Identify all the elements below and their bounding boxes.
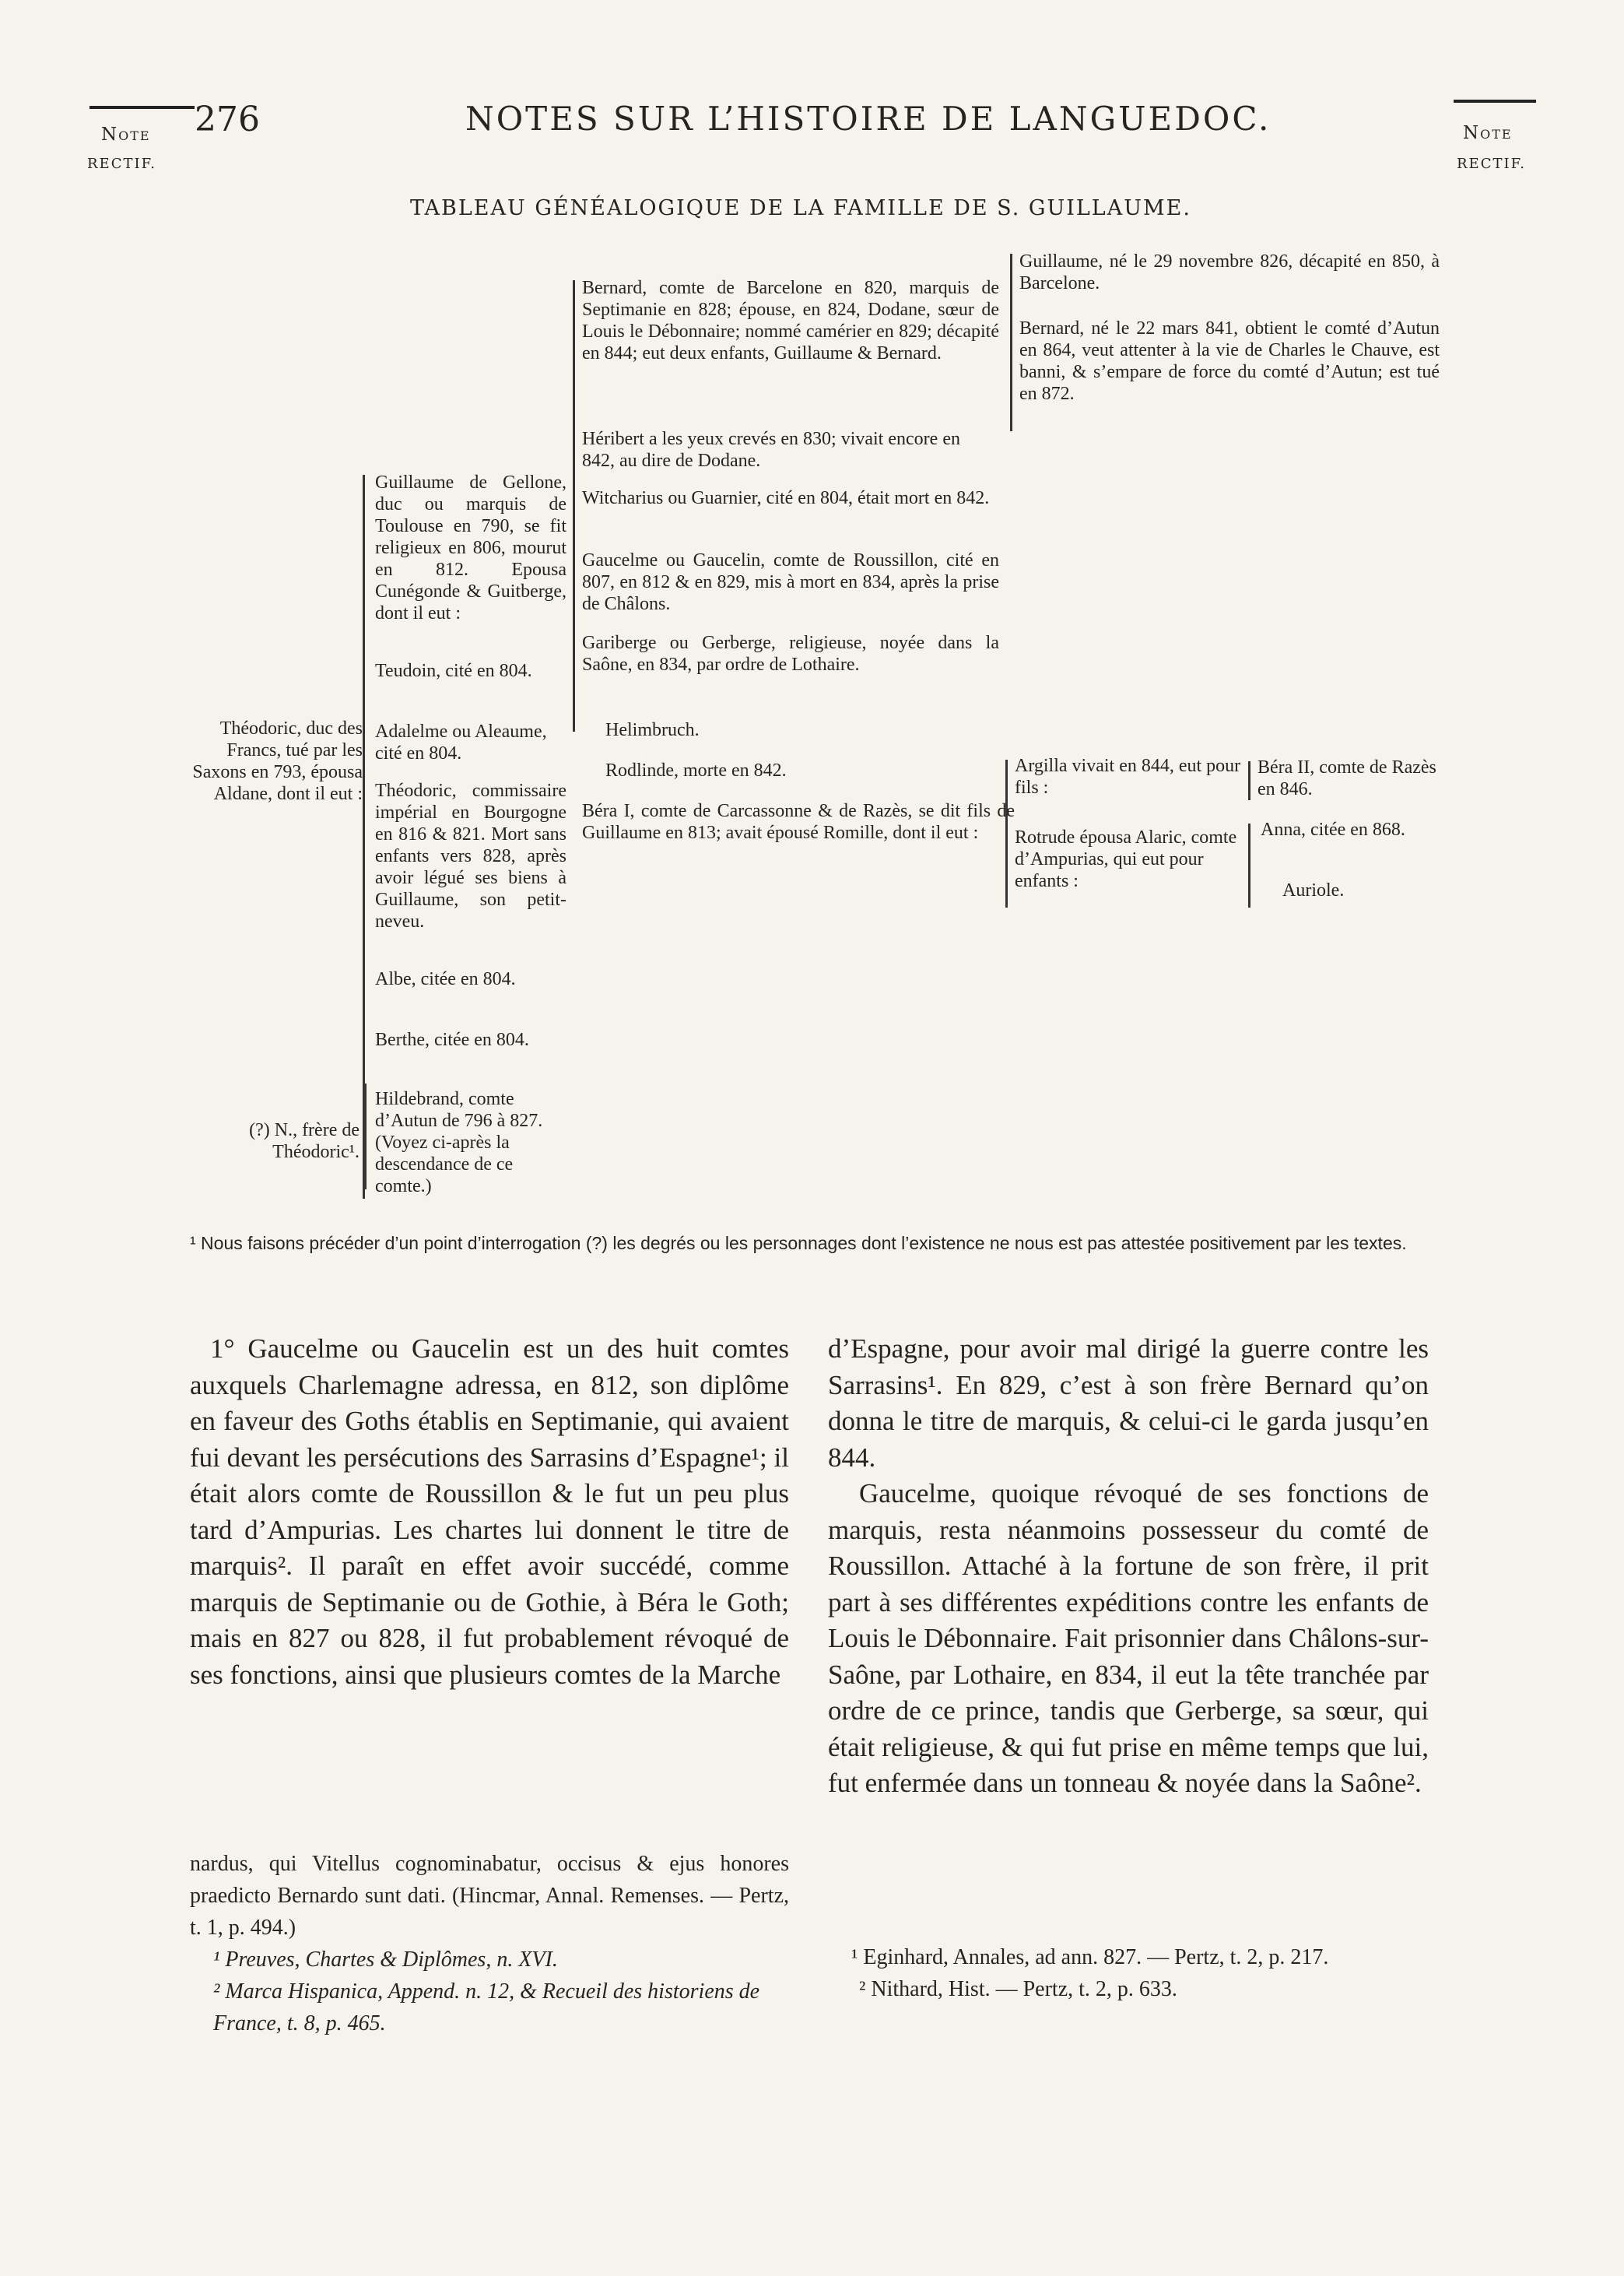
right-rectif-label: RECTIF. [1457, 156, 1526, 172]
footnote-continuation: nardus, qui Vitellus cognominabatur, occisus & ejus honores praedicto Bernardo sunt dati. (Hincmar, Annal. Remenses. — Pertz, t. 1, p. 494.) [190, 1852, 789, 1940]
left-note-rule [89, 106, 195, 109]
entry-bernard-841: Bernard, né le 22 mars 841, obtient le comté d’Autun en 864, veut attenter à la vie de Charles le Chauve, est banni, & s’empare de force du comté d’Autun; est tué en 872. [1019, 318, 1440, 404]
entry-bera2: Béra II, comte de Razès en 846. [1257, 757, 1436, 799]
footnote-1: ¹ Preuves, Chartes & Diplômes, n. XVI. [213, 1948, 558, 1972]
entry-theodoric-missaire: Théodoric, commissaire impérial en Bourgogne en 816 & 821. Mort sans enfants vers 828, après avoir légué ses biens à Guillaume, son petit-neveu. [375, 781, 566, 932]
table-footnote: ¹ Nous faisons précéder d’un point d’interrogation (?) les degrés ou les personnages dont l’existence ne nous est pas attestée positivement par les textes. [190, 1233, 1407, 1253]
entry-heribert: Héribert a les yeux crevés en 830; vivait encore en 842, au dire de Dodane. [582, 429, 960, 471]
entry-witcharius: Witcharius ou Guarnier, cité en 804, était mort en 842. [582, 488, 990, 508]
bracket-bera1-children [1005, 760, 1008, 908]
page-title: NOTES SUR L’HISTOIRE DE LANGUEDOC. [465, 100, 1271, 138]
bracket-sons-of-guillaume [573, 280, 575, 732]
entry-theodoric-duc: Théodoric, duc des Francs, tué par les Saxons en 793, épousa Aldane, dont il eut : [192, 718, 363, 804]
entry-helimbruch: Helimbruch. [605, 720, 700, 740]
entry-rodlinde: Rodlinde, morte en 842. [605, 760, 787, 781]
footnote-2: ² Marca Hispanica, Append. n. 12, & Recueil des historiens de France, t. 8, p. 465. [213, 1979, 760, 2035]
footnotes-right [828, 1941, 1429, 2005]
body-column-right [828, 1331, 1429, 1802]
entry-albe: Albe, citée en 804. [375, 969, 516, 989]
entry-hildebrand: Hildebrand, comte d’Autun de 796 à 827. (Voyez ci-après la descendance de ce comte.) [375, 1089, 543, 1196]
entry-rotrude: Rotrude épousa Alaric, comte d’Ampurias, qui eut pour enfants : [1015, 827, 1237, 891]
entry-teudoin: Teudoin, cité en 804. [375, 661, 532, 681]
entry-argilla: Argilla vivait en 844, eut pour fils : [1015, 756, 1241, 798]
entry-anna: Anna, citée en 868. [1261, 820, 1405, 840]
left-note-label: Note [101, 125, 151, 145]
entry-adalelme: Adalelme ou Aleaume, cité en 804. [375, 722, 547, 764]
body-paragraph: 1° Gaucelme ou Gaucelin est un des huit comtes auxquels Charlemagne adressa, en 812, son diplôme en faveur des Goths établis en Septimanie, qui avaient fui devant les persécutions des Sarrasins d’Espagne¹; il était alors comte de Roussillon & le fut un peu plus tard d’Ampurias. Les chartes lui donnent le titre de marquis². Il paraît en effet avoir succédé, comme marquis de Septimanie ou de Gothie, à Béra le Goth; mais en 827 ou 828, il fut probablement révoqué de ses fonctions, ainsi que plusieurs comtes de la Marche [190, 1333, 789, 1690]
bracket-argilla-son [1248, 761, 1250, 800]
right-note-rule [1454, 100, 1536, 103]
entry-n-frere: (?) N., frère de Théodoric¹. [249, 1120, 360, 1162]
bracket-rotrude-children [1248, 824, 1250, 908]
body-column-left [190, 1331, 789, 1693]
page-number: 276 [195, 100, 260, 139]
entry-gaucelme: Gaucelme ou Gaucelin, comte de Roussillon, cité en 807, en 812 & en 829, mis à mort en 834, après la prise de Châlons. [582, 550, 999, 614]
entry-berthe: Berthe, citée en 804. [375, 1030, 529, 1050]
table-title: TABLEAU GÉNÉALOGIQUE DE LA FAMILLE DE S. GUILLAUME. [410, 196, 1191, 220]
body-paragraph: d’Espagne, pour avoir mal dirigé la guerre contre les Sarrasins¹. En 829, c’est à son frère Bernard qu’on donna le titre de marquis, & celui-ci le garda jusqu’en 844. [828, 1333, 1429, 1473]
entry-bernard: Bernard, comte de Barcelone en 820, marquis de Septimanie en 828; épouse, en 824, Dodane, sœur de Louis le Débonnaire; nommé camérier en 829; décapité en 844; eut deux enfants, Guillaume & Bernard. [582, 278, 999, 364]
entry-gariberge: Gariberge ou Gerberge, religieuse, noyée dans la Saône, en 834, par ordre de Lothaire. [582, 633, 999, 675]
entry-guillaume-826: Guillaume, né le 29 novembre 826, décapité en 850, à Barcelone. [1019, 251, 1440, 293]
footnote-2: ² Nithard, Hist. — Pertz, t. 2, p. 633. [859, 1977, 1177, 2001]
entry-bera1: Béra I, comte de Carcassonne & de Razès, se dit fils de Guillaume en 813; avait épousé Romille, dont il eut : [582, 801, 1015, 843]
entry-auriole: Auriole. [1282, 880, 1345, 901]
bracket-hildebrand [364, 1084, 367, 1189]
body-paragraph: Gaucelme, quoique révoqué de ses fonctions de marquis, resta néanmoins possesseur du comté de Roussillon. Attaché à la fortune de son frère, il prit part à ses différentes expéditions contre les enfants de Louis le Débonnaire. Fait prisonnier dans Châlons-sur-Saône, par Lothaire, en 834, il eut la tête tranchée par ordre de ce prince, tandis que Gerberge, sa sœur, qui était religieuse, & qui fut prise en même temps que lui, fut enfermée dans un tonneau & noyée dans la Saône². [828, 1478, 1429, 1798]
bracket-bernard-children [1010, 254, 1012, 431]
footnotes-left [190, 1848, 789, 2039]
entry-guillaume: Guillaume de Gellone, duc ou marquis de Toulouse en 790, se fit religieux en 806, mourut en 812. Epousa Cunégonde & Guitberge, dont il eut : [375, 472, 566, 623]
footnote-1: ¹ Eginhard, Annales, ad ann. 827. — Pertz, t. 2, p. 217. [851, 1945, 1329, 1969]
right-note-label: Note [1463, 123, 1513, 143]
left-rectif-label: RECTIF. [87, 156, 156, 172]
